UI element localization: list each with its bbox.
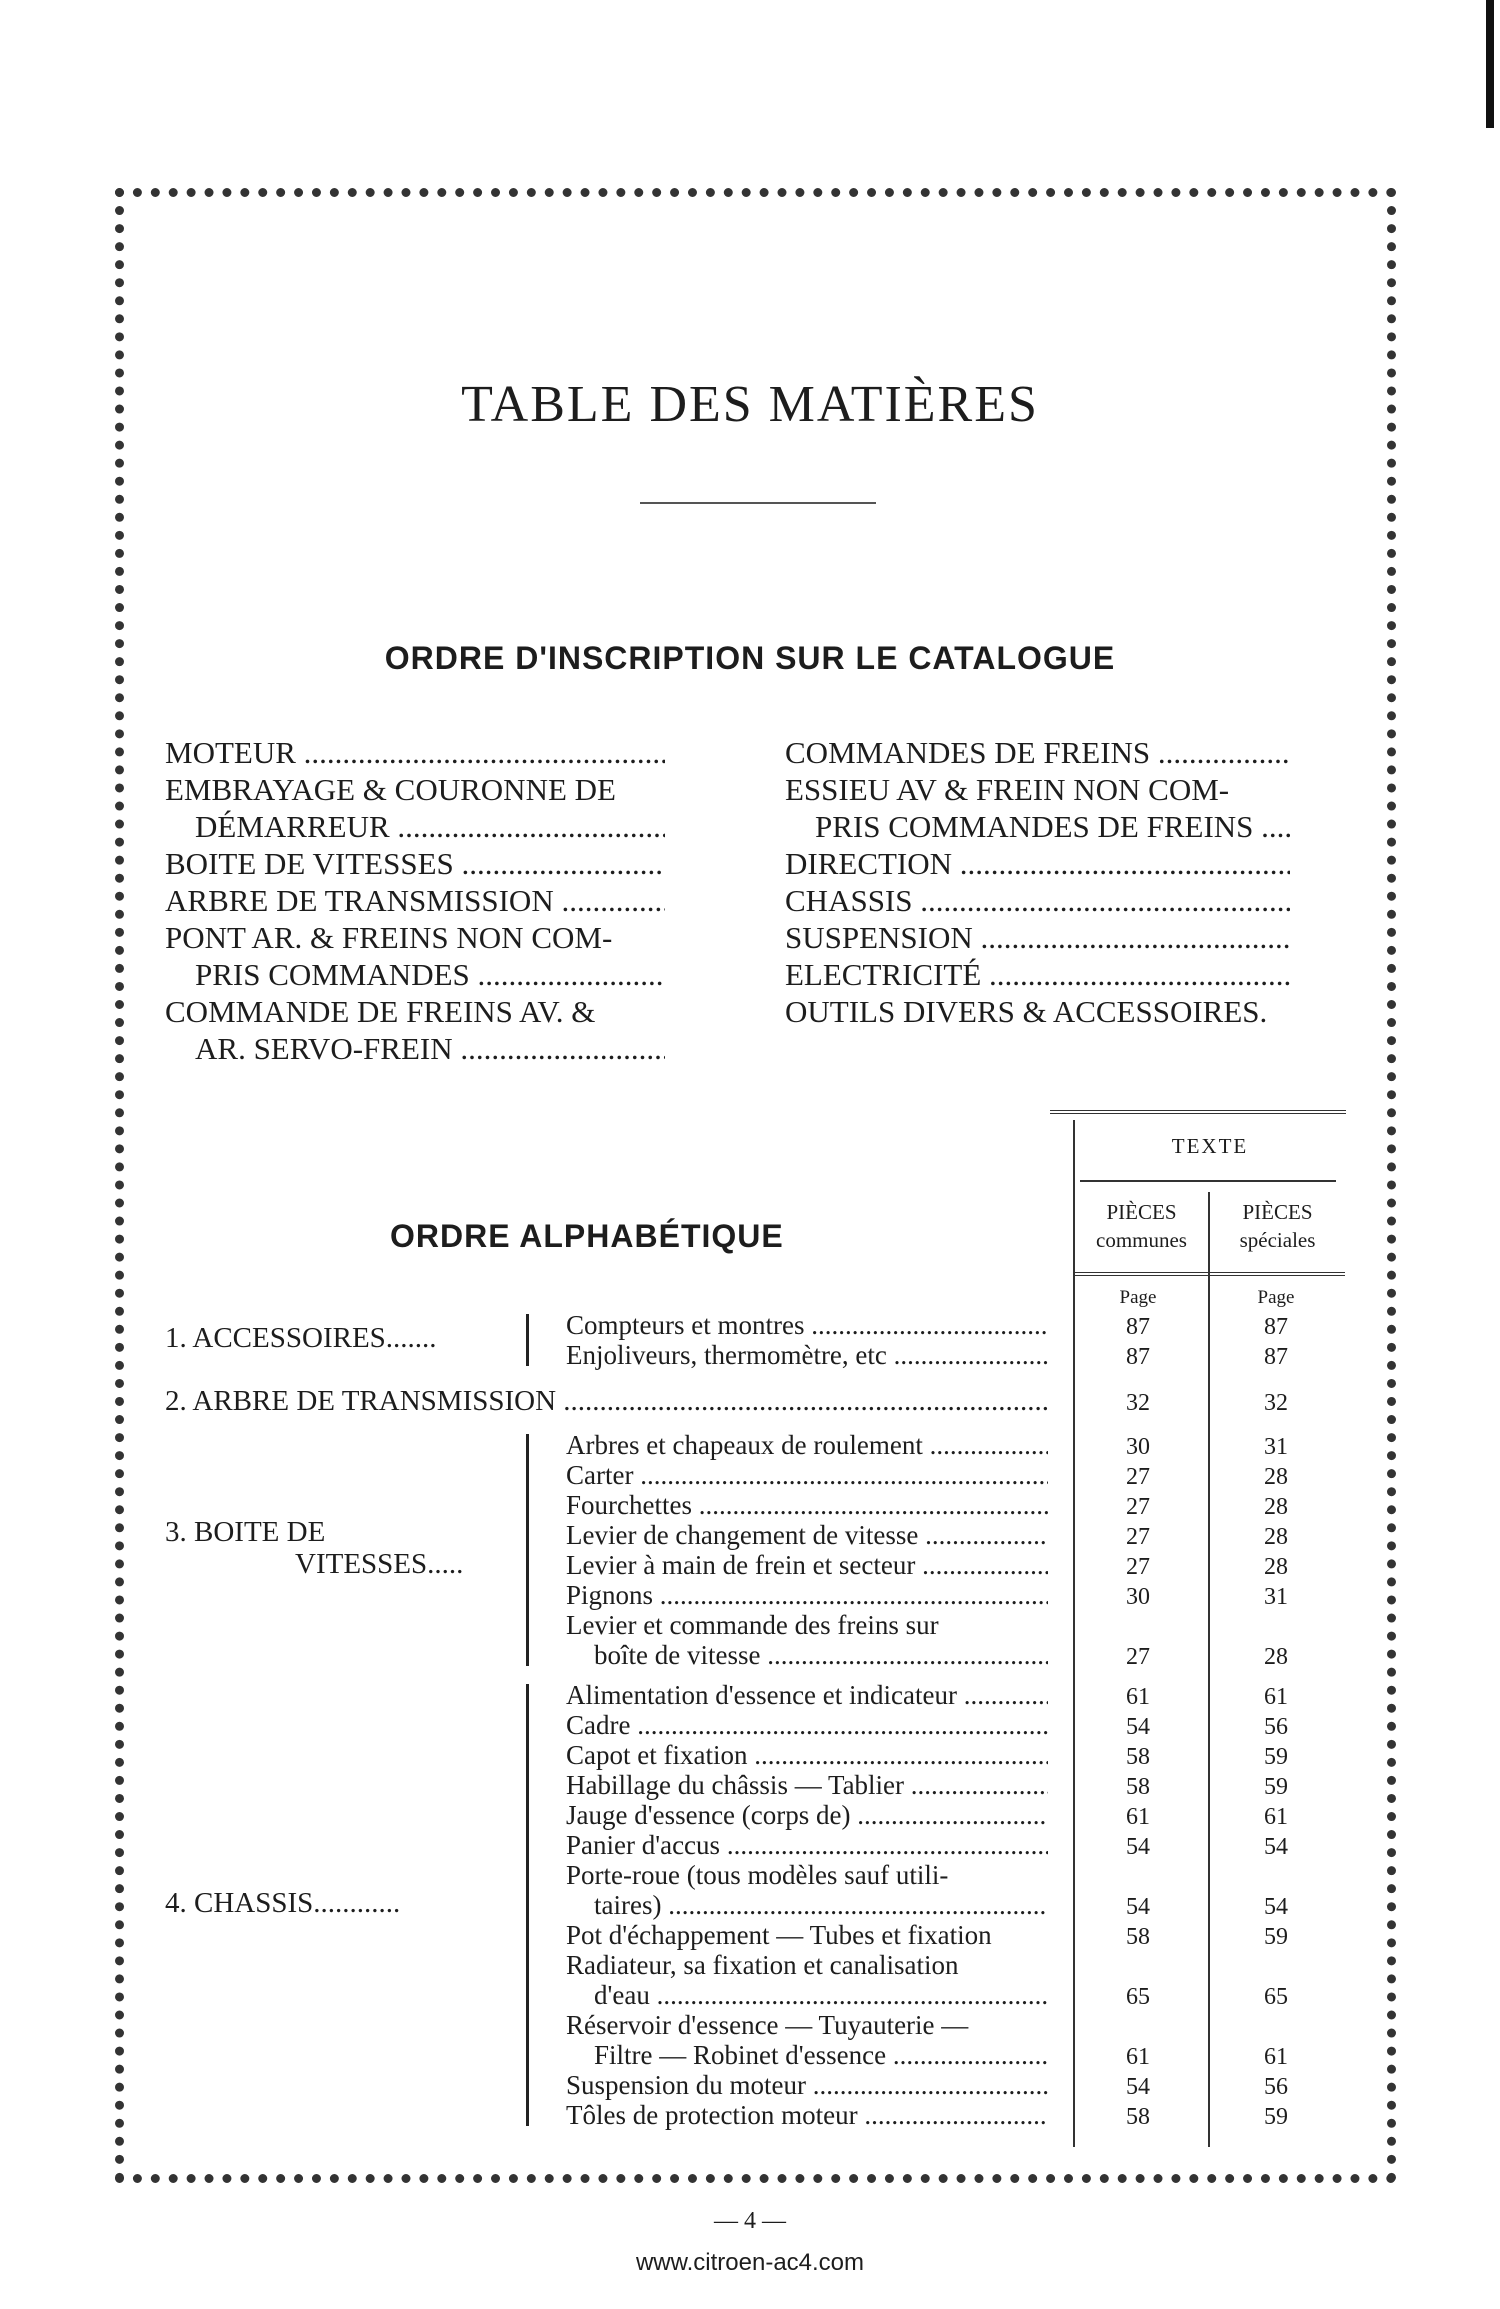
catalogue-item: ELECTRICITÉ ..... [785, 956, 1290, 993]
catalogue-item: PRIS COMMANDES DE FREINS ..... [785, 808, 1290, 845]
index-entry-continuation: boîte de vitesse ..... [566, 1640, 1048, 1670]
page-communes: 54 [1126, 1834, 1150, 1860]
table-top-rule [1050, 1110, 1346, 1114]
index-entry: Levier de changement de vitesse ..... [566, 1520, 1048, 1550]
catalogue-item: PRIS COMMANDES ..... [165, 956, 665, 993]
group-label: 3. BOITE DE [165, 1516, 326, 1548]
page-speciales: 65 [1264, 1984, 1288, 2010]
catalogue-item: DÉMARREUR ..... [165, 808, 665, 845]
group-label: 4. CHASSIS............ [165, 1887, 401, 1919]
index-entry: Radiateur, sa fixation et canalisation [566, 1950, 959, 1980]
texte-rule [1080, 1180, 1336, 1182]
index-entry: Enjoliveurs, thermomètre, etc ..... [566, 1340, 1048, 1370]
page-communes: 61 [1126, 1804, 1150, 1830]
catalogue-item: CHASSIS ..... [785, 882, 1290, 919]
index-entry: Levier et commande des freins sur [566, 1610, 939, 1640]
catalogue-item: ESSIEU AV & FREIN NON COM- [785, 772, 1230, 807]
page-communes: 54 [1126, 1714, 1150, 1740]
catalogue-item: MOTEUR ..... [165, 734, 665, 771]
page-communes: 87 [1126, 1344, 1150, 1370]
page-speciales: 56 [1264, 2074, 1288, 2100]
index-entry: Panier d'accus ..... [566, 1830, 1048, 1860]
page-speciales: 28 [1264, 1644, 1288, 1670]
page-speciales: 87 [1264, 1314, 1288, 1340]
page-label-speciales: Page [1257, 1287, 1295, 1308]
group-entries [566, 1310, 1048, 1370]
page-speciales: 28 [1264, 1494, 1288, 1520]
catalogue-left-column [165, 734, 665, 1067]
page-speciales: 54 [1264, 1894, 1288, 1920]
page-communes: 32 [1126, 1390, 1150, 1416]
page-speciales: 56 [1264, 1714, 1288, 1740]
page-speciales: 31 [1264, 1434, 1288, 1460]
index-entry: Porte-roue (tous modèles sauf utili- [566, 1860, 949, 1890]
page-speciales: 87 [1264, 1344, 1288, 1370]
page-communes: 54 [1126, 1894, 1150, 1920]
index-entry: Suspension du moteur ..... [566, 2070, 1048, 2100]
index-entry-continuation: Filtre — Robinet d'essence ..... [566, 2040, 1048, 2070]
group-label-continuation: VITESSES..... [295, 1548, 464, 1580]
page-speciales: 59 [1264, 1744, 1288, 1770]
index-entry: Tôles de protection moteur ..... [566, 2100, 1048, 2130]
index-entry: Pot d'échappement — Tubes et fixation [566, 1920, 992, 1950]
index-entry: Cadre ..... [566, 1710, 1048, 1740]
page-communes: 61 [1126, 1684, 1150, 1710]
page-speciales: 32 [1264, 1390, 1288, 1416]
index-entry: Compteurs et montres ..... [566, 1310, 1048, 1340]
group-brace [526, 1434, 529, 1666]
page-communes: 61 [1126, 2044, 1150, 2070]
source-url: www.citroen-ac4.com [635, 2249, 865, 2276]
index-entry: Réservoir d'essence — Tuyauterie — [566, 2010, 969, 2040]
page-communes: 87 [1126, 1314, 1150, 1340]
page-communes: 30 [1126, 1584, 1150, 1610]
index-entry-continuation: taires) ..... [566, 1890, 1048, 1920]
catalogue-item: ARBRE DE TRANSMISSION ..... [165, 882, 665, 919]
group-entries [566, 1430, 1048, 1670]
page-speciales: 28 [1264, 1554, 1288, 1580]
catalogue-item: PONT AR. & FREINS NON COM- [165, 920, 613, 955]
index-entry-continuation: d'eau ..... [566, 1980, 1048, 2010]
index-entry: Jauge d'essence (corps de) ..... [566, 1800, 1048, 1830]
page-number: — 4 — [714, 2208, 786, 2234]
catalogue-right-column [785, 734, 1290, 1030]
page-speciales: 59 [1264, 1924, 1288, 1950]
page-label-communes: Page [1119, 1287, 1157, 1308]
texte-header: TEXTE [1171, 1134, 1249, 1158]
catalogue-item: BOITE DE VITESSES ..... [165, 845, 665, 882]
group-label: 1. ACCESSOIRES....... [165, 1322, 437, 1354]
page-communes: 58 [1126, 1924, 1150, 1950]
page-speciales: 61 [1264, 1804, 1288, 1830]
catalogue-heading: ORDRE D'INSCRIPTION SUR LE CATALOGUE [384, 640, 1116, 676]
col-communes-header: PIÈCES communes [1096, 1200, 1187, 1252]
page-speciales: 28 [1264, 1524, 1288, 1550]
index-entry: Capot et fixation ..... [566, 1740, 1048, 1770]
page-communes: 58 [1126, 2104, 1150, 2130]
index-entry: Alimentation d'essence et indicateur ..... [566, 1680, 1048, 1710]
page-speciales: 28 [1264, 1464, 1288, 1490]
catalogue-item: OUTILS DIVERS & ACCESSOIRES. [785, 994, 1268, 1029]
page-speciales: 59 [1264, 1774, 1288, 1800]
group-brace [526, 1684, 529, 2126]
page-speciales: 31 [1264, 1584, 1288, 1610]
catalogue-item: COMMANDE DE FREINS AV. & [165, 994, 596, 1029]
page-communes: 65 [1126, 1984, 1150, 2010]
table-mid-line [1208, 1192, 1210, 2147]
page-speciales: 54 [1264, 1834, 1288, 1860]
page-communes: 27 [1126, 1554, 1150, 1580]
page-communes: 27 [1126, 1464, 1150, 1490]
col-speciales-header: PIÈCES spéciales [1239, 1200, 1316, 1252]
index-entry: Fourchettes ..... [566, 1490, 1048, 1520]
index-entry: Habillage du châssis — Tablier ..... [566, 1770, 1048, 1800]
page-communes: 27 [1126, 1494, 1150, 1520]
group-entries [566, 1680, 1048, 2130]
catalogue-item: EMBRAYAGE & COURONNE DE [165, 772, 616, 807]
page-communes: 27 [1126, 1644, 1150, 1670]
catalogue-item: SUSPENSION ..... [785, 919, 1290, 956]
index-entry: Levier à main de frein et secteur ..... [566, 1550, 1048, 1580]
page-communes: 58 [1126, 1774, 1150, 1800]
alpha-heading: ORDRE ALPHABÉTIQUE [390, 1218, 784, 1254]
index-entry: Carter ..... [566, 1460, 1048, 1490]
catalogue-item: DIRECTION ..... [785, 845, 1290, 882]
header-bottom-rule [1075, 1272, 1345, 1276]
catalogue-item: AR. SERVO-FREIN ..... [165, 1030, 665, 1067]
page-speciales: 61 [1264, 1684, 1288, 1710]
title-rule [640, 502, 876, 504]
index-entry: Pignons ..... [566, 1580, 1048, 1610]
page-communes: 58 [1126, 1744, 1150, 1770]
page-communes: 27 [1126, 1524, 1150, 1550]
margin-bar [1486, 0, 1494, 128]
catalogue-item: COMMANDES DE FREINS ..... [785, 734, 1290, 771]
page-title: TABLE DES MATIÈRES [461, 376, 1039, 433]
index-entry: Arbres et chapeaux de roulement ..... [566, 1430, 1048, 1460]
group-label: 2. ARBRE DE TRANSMISSION ..... [165, 1386, 1048, 1416]
page-communes: 54 [1126, 2074, 1150, 2100]
page-speciales: 61 [1264, 2044, 1288, 2070]
page-communes: 30 [1126, 1434, 1150, 1460]
group-brace [526, 1314, 529, 1366]
page-speciales: 59 [1264, 2104, 1288, 2130]
